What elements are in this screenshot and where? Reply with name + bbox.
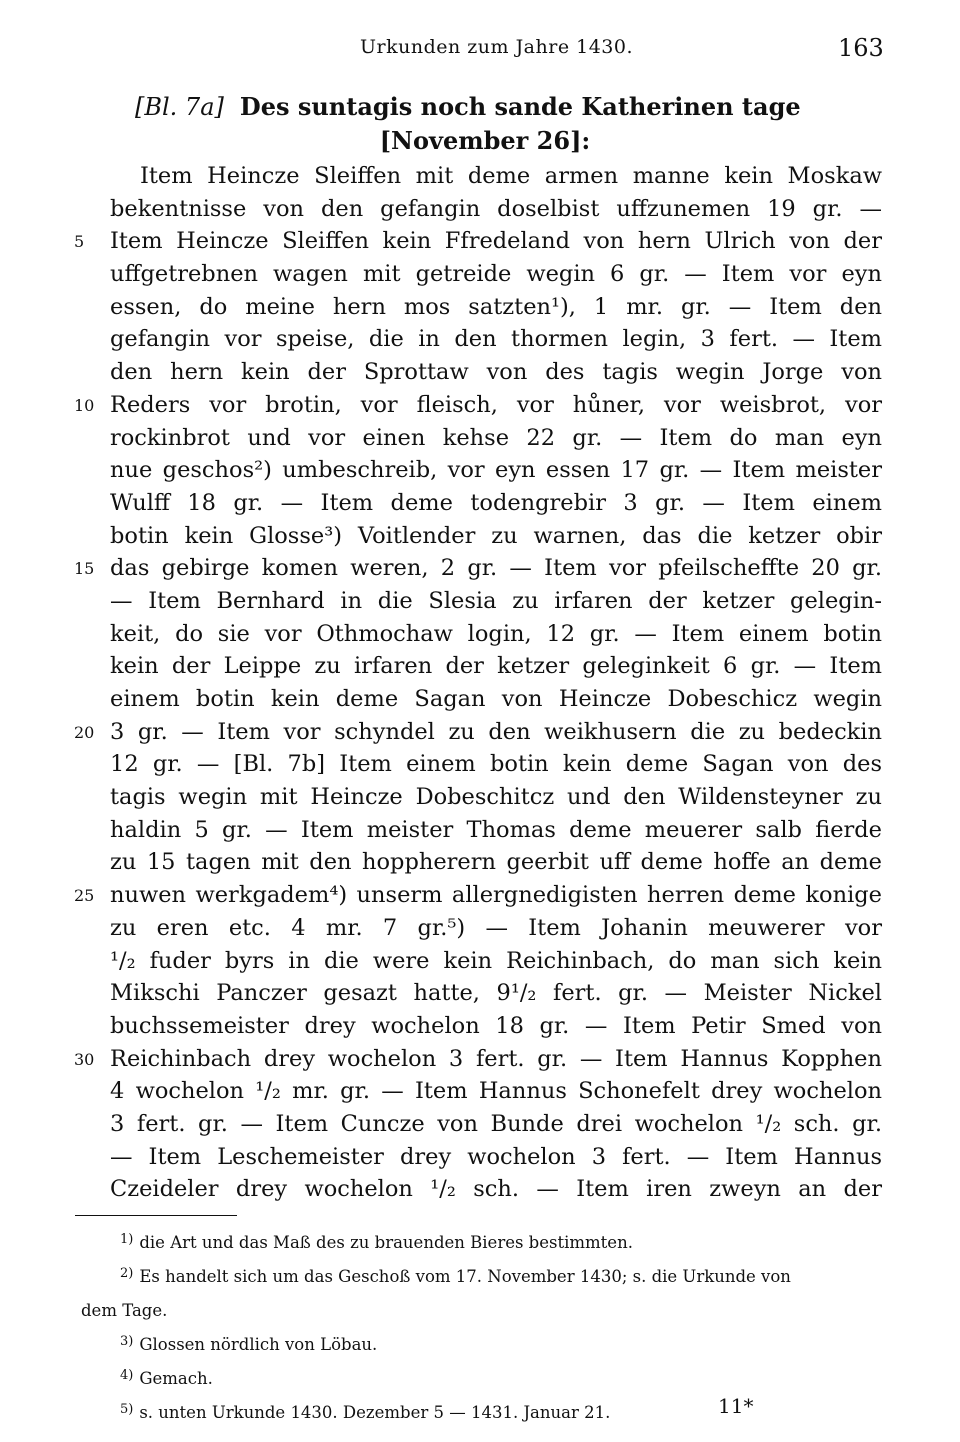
page-number: 163: [838, 34, 884, 62]
text-line: [110, 454, 882, 487]
footnotes: [75, 1224, 885, 1428]
folio-reference: [Bl. 7a]: [135, 93, 224, 121]
line-text: ¹/₂ fuder byrs in die were kein Reichinbach, do man sich kein: [110, 947, 882, 974]
text-line: [110, 683, 882, 716]
line-text: nuwen werkgadem⁴) unserm allergnedigisten herren deme konige: [110, 882, 882, 909]
heading-title-line2: [November 26]:: [379, 126, 591, 155]
text-line: [110, 291, 882, 324]
text-line: [74, 552, 882, 585]
line-number: 25: [74, 886, 95, 906]
text-line: [110, 487, 882, 520]
line-number: 20: [74, 722, 95, 742]
text-line: [110, 160, 882, 193]
line-text: den hern kein der Sprottaw von des tagis wegin Jorge von: [110, 359, 882, 386]
line-text: — Item Bernhard in die Slesia zu irfaren der ketzer gelegin-: [110, 587, 882, 614]
line-text: Item Heincze Sleiffen mit deme armen manne kein Moskaw: [140, 163, 882, 189]
text-line: [110, 422, 882, 455]
line-text: zu 15 tagen mit den hoppherern geerbit uff deme hoffe an deme: [110, 849, 882, 876]
line-text: Czeideler drey wochelon ¹/₂ sch. — Item iren zweyn an der: [110, 1176, 882, 1203]
running-title: Urkunden zum Jahre 1430.: [360, 36, 634, 58]
running-header: [0, 34, 960, 64]
text-line: [110, 748, 882, 781]
line-text: buchssemeister drey wochelon 18 gr. — Item Petir Smed von: [110, 1012, 882, 1039]
footnote-text: dem Tage.: [81, 1301, 168, 1320]
line-text: haldin 5 gr. — Item meister Thomas deme meuerer salb fierde: [110, 816, 882, 843]
text-line: [74, 225, 882, 258]
line-text: uffgetrebnen wagen mit getreide wegin 6 gr. — Item vor eyn: [110, 261, 882, 288]
body-text: [74, 160, 882, 1206]
line-number: 5: [74, 232, 85, 252]
footnote-rule: [75, 1215, 237, 1216]
text-line: [110, 814, 882, 847]
line-text: Reichinbach drey wochelon 3 fert. gr. — Item Hannus Kopphen: [110, 1045, 882, 1072]
text-line: [110, 258, 882, 291]
line-text: 3 gr. — Item vor schyndel zu den weikhusern die zu bedeckin: [110, 718, 882, 745]
footnote-text: Es handelt sich um das Geschoß vom 17. November 1430; s. die Urkunde von: [139, 1267, 791, 1286]
line-text: bekentnisse von den gefangin doselbist uffzunemen 19 gr. —: [110, 195, 882, 222]
line-text: Mikschi Panczer gesazt hatte, 9¹/₂ fert. gr. — Meister Nickel: [110, 980, 882, 1007]
text-line: [110, 520, 882, 553]
footnote: [75, 1394, 885, 1428]
footnote-marker: 1): [120, 1232, 134, 1247]
line-text: 3 fert. gr. — Item Cuncze von Bunde drei wochelon ¹/₂ sch. gr.: [110, 1110, 882, 1137]
text-line: [110, 1141, 882, 1174]
line-text: Item Heincze Sleiffen kein Ffredeland von hern Ulrich von der: [110, 228, 882, 255]
line-text: das gebirge komen weren, 2 gr. — Item vor pfeilscheffte 20 gr.: [110, 555, 882, 582]
line-number: 30: [74, 1049, 95, 1069]
text-line: [74, 879, 882, 912]
line-text: kein der Leippe zu irfaren der ketzer geleginkeit 6 gr. — Item: [110, 653, 882, 680]
line-text: rockinbrot und vor einen kehse 22 gr. — Item do man eyn: [110, 424, 882, 451]
line-text: botin kein Glosse³) Voitlender zu warnen, das die ketzer obir: [110, 522, 882, 549]
text-line: [74, 716, 882, 749]
footnote-text: die Art und das Maß des zu brauenden Bieres bestimmten.: [139, 1233, 633, 1252]
text-line: [110, 356, 882, 389]
line-text: keit, do sie vor Othmochaw login, 12 gr. — Item einem botin: [110, 620, 882, 647]
section-heading: [135, 90, 895, 157]
footnote-marker: 3): [120, 1334, 134, 1349]
footnote-marker: 2): [120, 1266, 134, 1281]
line-text: 12 gr. — [Bl. 7b] Item einem botin kein deme Sagan von des: [110, 751, 882, 778]
line-text: tagis wegin mit Heincze Dobeschitcz und den Wildensteyner zu: [110, 784, 882, 811]
text-line: [110, 1108, 882, 1141]
text-line: [110, 618, 882, 651]
line-text: — Item Leschemeister drey wochelon 3 fert. — Item Hannus: [110, 1143, 882, 1170]
footnote-text: Glossen nördlich von Löbau.: [139, 1335, 378, 1354]
line-text: zu eren etc. 4 mr. 7 gr.⁵) — Item Johanin meuwerer vor: [110, 914, 882, 941]
line-number: 10: [74, 395, 95, 415]
line-text: gefangin vor speise, die in den thormen legin, 3 fert. — Item: [110, 326, 882, 353]
footnote: [75, 1326, 885, 1360]
footnote: [75, 1292, 885, 1326]
line-text: einem botin kein deme Sagan von Heincze Dobeschicz wegin: [110, 686, 882, 712]
text-line: [110, 1010, 882, 1043]
line-text: Reders vor brotin, vor fleisch, vor hůner, vor weisbrot, vor: [110, 391, 882, 418]
text-line: [110, 585, 882, 618]
footnote-text: Gemach.: [139, 1369, 213, 1388]
text-line: [110, 650, 882, 683]
text-line: [74, 389, 882, 422]
heading-title-line1: Des suntagis noch sande Katherinen tage: [239, 92, 801, 121]
line-text: nue geschos²) umbeschreib, vor eyn essen 17 gr. — Item meister: [110, 457, 882, 484]
text-line: [110, 977, 882, 1010]
text-line: [74, 1043, 882, 1076]
text-line: [110, 912, 882, 945]
footnote-text: s. unten Urkunde 1430. Dezember 5 — 1431. Januar 21.: [139, 1403, 611, 1422]
line-text: 4 wochelon ¹/₂ mr. gr. — Item Hannus Schonefelt drey wochelon: [110, 1078, 882, 1105]
sheet-signature: 11*: [718, 1394, 754, 1418]
text-line: [110, 1173, 882, 1206]
footnote-marker: 4): [120, 1368, 134, 1383]
text-line: [110, 781, 882, 814]
text-line: [110, 945, 882, 978]
line-text: essen, do meine hern mos satzten¹), 1 mr. gr. — Item den: [110, 293, 882, 320]
text-line: [110, 193, 882, 226]
text-line: [110, 323, 882, 356]
text-line: [110, 1075, 882, 1108]
line-text: Wulff 18 gr. — Item deme todengrebir 3 gr. — Item einem: [110, 489, 882, 516]
footnote: [75, 1258, 885, 1292]
footnote-marker: 5): [120, 1402, 134, 1417]
text-line: [110, 846, 882, 879]
footnote: [75, 1360, 885, 1394]
footnote: [75, 1224, 885, 1258]
line-number: 15: [74, 559, 95, 579]
